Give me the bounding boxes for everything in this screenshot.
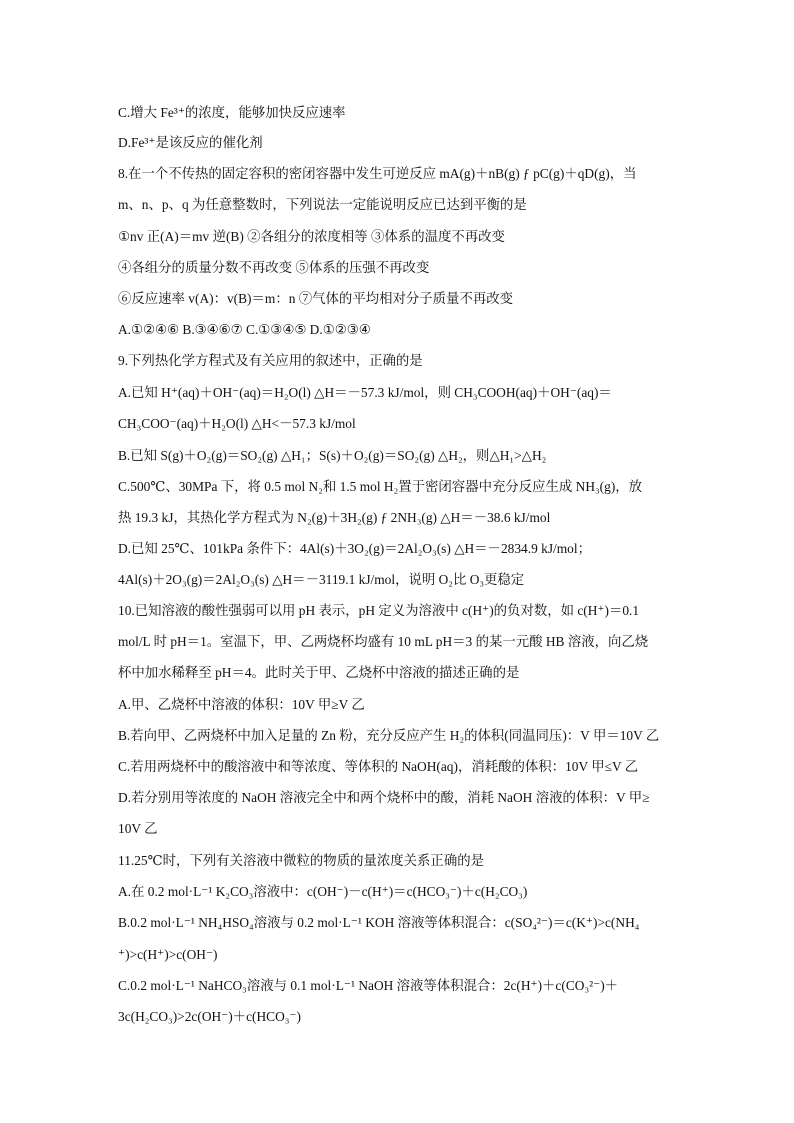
question-8-conditions-2: ④各组分的质量分数不再改变 ⑤体系的压强不再改变 — [118, 260, 430, 275]
option-d-q7: D.Fe³⁺是该反应的催化剂 — [118, 135, 263, 150]
question-11-option-c: C.0.2 mol·L⁻¹ NaHCO₃溶液与 0.1 mol·L⁻¹ NaOH 溶液等体积混合：2c(H⁺)＋c(CO₃²⁻)＋ — [118, 978, 619, 993]
question-11-option-b-cont: ⁺)>c(H⁺)>c(OH⁻) — [118, 947, 218, 962]
question-9-option-b: B.已知 S(g)＋O₂(g)＝SO₂(g) △H₁；S(s)＋O₂(g)＝SO₂(g) △H₂，则△H₁>△H₂ — [118, 448, 547, 463]
question-10-option-b: B.若向甲、乙两烧杯中加入足量的 Zn 粉，充分反应产生 H₂的体积(同温同压)：V 甲＝10V 乙 — [118, 728, 660, 743]
question-10-option-d-cont: 10V 乙 — [118, 821, 158, 836]
question-11-stem: 11.25℃时，下列有关溶液中微粒的物质的量浓度关系正确的是 — [118, 853, 484, 868]
question-9-option-c: C.500℃、30MPa 下，将 0.5 mol N₂和 1.5 mol H₂置于密闭容器中充分反应生成 NH₃(g)，放 — [118, 479, 643, 494]
question-9-option-d: D.已知 25℃、101kPa 条件下：4Al(s)＋3O₂(g)＝2Al₂O₃(s) △H＝－2834.9 kJ/mol； — [118, 541, 591, 556]
question-10-option-c: C.若用两烧杯中的酸溶液中和等浓度、等体积的 NaOH(aq)，消耗酸的体积：10V 甲≤V 乙 — [118, 759, 639, 774]
question-8-stem-cont: m、n、p、q 为任意整数时，下列说法一定能说明反应已达到平衡的是 — [118, 197, 527, 212]
question-8-conditions-1: ①nv 正(A)＝mv 逆(B) ②各组分的浓度相等 ③体系的温度不再改变 — [118, 229, 505, 244]
question-10-stem: 10.已知溶液的酸性强弱可以用 pH 表示，pH 定义为溶液中 c(H⁺)的负对数，如 c(H⁺)＝0.1 — [118, 603, 640, 618]
question-8-conditions-3: ⑥反应速率 v(A)：v(B)＝m：n ⑦气体的平均相对分子质量不再改变 — [118, 291, 514, 306]
question-10-stem-cont-2: 杯中加水稀释至 pH＝4。此时关于甲、乙烧杯中溶液的描述正确的是 — [118, 665, 520, 680]
question-8-stem: 8.在一个不传热的固定容积的密闭容器中发生可逆反应 mA(g)＋nB(g) ƒ pC(g)＋qD(g)，当 — [118, 166, 637, 181]
question-9-option-d-cont: 4Al(s)＋2O₃(g)＝2Al₂O₃(s) △H＝－3119.1 kJ/mol，说明 O₂比 O₃更稳定 — [118, 572, 525, 587]
question-9-option-a-cont: CH₃COO⁻(aq)＋H₂O(l) △H<－57.3 kJ/mol — [118, 416, 356, 431]
question-9-option-c-cont: 热 19.3 kJ，其热化学方程式为 N₂(g)＋3H₂(g) ƒ 2NH₃(g) △H＝－38.6 kJ/mol — [118, 510, 551, 525]
question-11-option-a: A.在 0.2 mol·L⁻¹ K₂CO₃溶液中：c(OH⁻)－c(H⁺)＝c(HCO₃⁻)＋c(H₂CO₃) — [118, 884, 528, 899]
question-11-option-b: B.0.2 mol·L⁻¹ NH₄HSO₄溶液与 0.2 mol·L⁻¹ KOH 溶液等体积混合：c(SO₄²⁻)＝c(K⁺)>c(NH₄ — [118, 915, 640, 930]
question-10-stem-cont-1: mol/L 时 pH＝1。室温下，甲、乙两烧杯均盛有 10 mL pH＝3 的某一元酸 HB 溶液，向乙烧 — [118, 634, 649, 649]
question-8-options: A.①②④⑥ B.③④⑥⑦ C.①③④⑤ D.①②③④ — [118, 322, 371, 337]
question-9-option-a: A.已知 H⁺(aq)＋OH⁻(aq)＝H₂O(l) △H＝－57.3 kJ/mol，则 CH₃COOH(aq)＋OH⁻(aq)＝ — [118, 385, 612, 400]
question-10-option-a: A.甲、乙烧杯中溶液的体积：10V 甲≥V 乙 — [118, 697, 365, 712]
question-11-option-c-cont: 3c(H₂CO₃)>2c(OH⁻)＋c(HCO₃⁻) — [118, 1009, 301, 1024]
option-c-q7: C.增大 Fe³⁺的浓度，能够加快反应速率 — [118, 105, 346, 120]
question-9-stem: 9.下列热化学方程式及有关应用的叙述中，正确的是 — [118, 353, 423, 368]
question-10-option-d: D.若分别用等浓度的 NaOH 溶液完全中和两个烧杯中的酸，消耗 NaOH 溶液的体积：V 甲≥ — [118, 790, 650, 805]
